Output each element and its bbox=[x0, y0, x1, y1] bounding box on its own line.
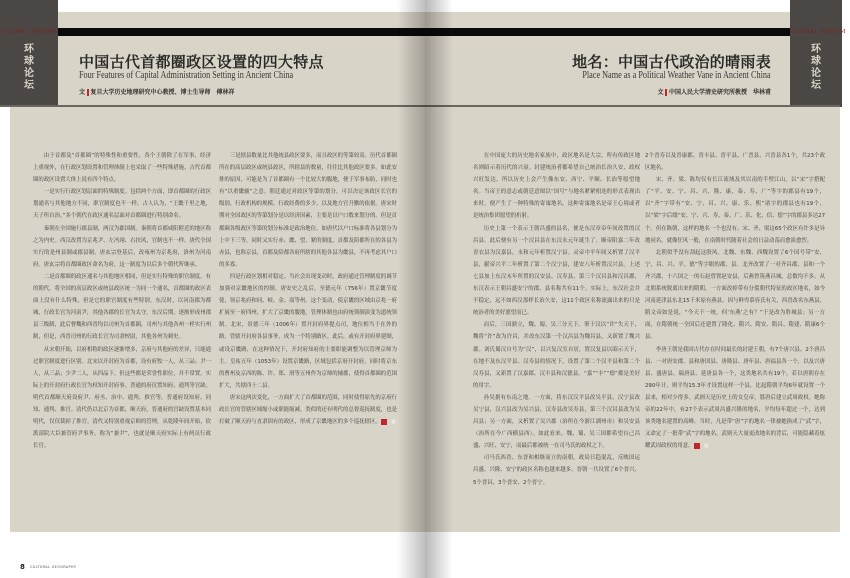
paragraph: 从宋朝开始，以府相称的政区逐渐增多，京府与其他府的差异，只能通过职官制度进行区别。北宋以开封府为首都，设有府牧一人，从三品；尹一人，从三品；少尹二人，从四品下。但这些都是荣誉性职位，并不常置。实际上的开封府行政长官为权知开封府事。普通的府仅置知府、通判等官缺。明代首都顺天府设府尹、府丞、治中、通判、推官等，普通府设知府、同知、通判、推官。清代仍以北京为首都，顺天府，普通府的官缺设置基本同明代，仅仅裁掉了推官。清代又特别重视京师的管理，从乾隆年间开始，钦派部院大臣兼管府尹事务，称为“兼尹”，也就是顺天府实际上有两员行政长官。 bbox=[33, 346, 211, 450]
end-mark-icon: 圖 bbox=[694, 443, 700, 449]
article-subtitle: Four Features of Capital Administration Setting in Ancient China bbox=[79, 70, 294, 81]
section-label-en: GLOBAL FORUM bbox=[791, 29, 846, 35]
article-byline bbox=[79, 87, 235, 96]
paragraph: 在中国庞大的历史地名家族中，政区地名是大宗。所有传政区地名则昭示着历代的兴衰。封建统治者都希望自己统治长治久安、政权兴旺发达，所以历史上会产生像东安、西宁、平顺、长治等愿望地名。当帝王的意志或朝廷意图以“国号”与地名紧紧相连的形式表现出来时，便产生了一种特殊的寄寓地名。这种寄寓地名是帝王心境或者是统治集团愿望的折射。 bbox=[473, 153, 640, 220]
body-column bbox=[33, 150, 211, 452]
section-tab bbox=[0, 0, 58, 107]
article-title: 中国古代首都圈政区设置的四大特点 bbox=[79, 53, 324, 71]
paragraph: 2个晋寿以及晋康郡、晋丰县、晋平县、广晋县、兴晋县各1个，共23个政区地名。 bbox=[645, 153, 825, 172]
section-label-cn: 环 球 论 坛 bbox=[24, 44, 34, 91]
header-rule bbox=[0, 105, 425, 107]
body-column bbox=[473, 150, 640, 489]
magazine-name: CULTURAL GEOGRAPHY bbox=[30, 565, 77, 569]
byline-author: 复旦大学历史地理研究中心教授、博士生导师 傅林祥 bbox=[90, 89, 235, 96]
paragraph: 司马氏西晋、东晋和相继而立的南朝，政局日趋混乱，反映国运昌盛、兴隆、安宁的政区名称也越来越多。晋朝一共设置了6个晋兴、5个晋昌、3个晋安、2个晋宁。 bbox=[473, 455, 640, 486]
paragraph: 宋、齐、梁、陈均仅有长江流域及其以南的半壁江山。以“宋”字搭配了“平、安、宁、昌、兴、隆、康、泰、寿、广”等字的郡县有19个，以“齐”字带有“安、宁、昌、兴、康、乐、熙”诸字的郡县也有19个，以“梁”字后缀“安、宁、兴、寿、泰、广、乐、化、信、德”字的郡县多达27个。但在陈朝，这样的地名一个也没有。宋、齐、梁这65个政区有许多是异地同名，就像狂风一般，在南朝时代随着社会的日益动荡而愈演愈烈。 bbox=[645, 177, 825, 244]
article-title: 地名：中国古代政治的晴雨表 bbox=[572, 53, 771, 71]
section-label-cn: 环 球 论 坛 bbox=[811, 44, 821, 91]
body-column bbox=[219, 150, 397, 428]
paragraph: 四是行政区划相对稳定。当社会出现变动时，政府通过管理制度的调节加强对京畿地区的控制。唐安史之乱后，至德元年（756年）置京畿节度使，领京兆府和同、岐、金、商等州。这个变动，使京畿的区域由京兆一府扩展至一府四州，扩大了京畿的腹地，管理体制也由府统领制演变为道统领制。北宋，景德三年（1006年）置开封府界提点司，地位相当于在外的路，管辖开封府各县事务，成为一个特别路区。此后，或有开封府界建制，或设京畿路，在这种情况下，开封府知府的主要职能调整为以管理京师为主。皇祐五年（1053年）设置京畿路，区域包括京府开封府，同时将京东的曹州及京西的陈、许、郑、滑等五州作为京师的辅郡，使得首都圈的范围扩大，共辖四十二县。 bbox=[219, 273, 397, 389]
byline-divider bbox=[87, 89, 89, 96]
paragraph: 秦朝在全国施行郡县制，两汉为郡国制。秦朝将首都咸阳附近的地区称之为内史。西汉改置为京兆尹、左冯翊、右扶风，官制也不一样。唐代全国实行的是州县制或郡县制。唐玄宗登基后，改雍州为京兆府，洛州为河南府。唐玄宗将首都圈政区命名为府，这一制度为以后多个朝代所继承。 bbox=[33, 225, 211, 268]
paragraph: 由于首都及“首都圈”的特殊性和重要性，各个王朝除了在军事、经济上重视外，在行政区划设置和管理体制上也采取了一些特殊措施。古代首都圈的政区设置大体上说有四个特点。 bbox=[33, 153, 211, 184]
article-byline bbox=[657, 87, 771, 96]
header-rule bbox=[425, 105, 840, 107]
paragraph: 三是辖县数量比其他统县政区要多，而且政区的等第较高。历代首都圈所在的高层政区或统县政区，所辖县的数量，往往比其他政区要多。如此安排的原因，可能是为了首都圈有一个比较大的腹地，便于军事布防，同时也有“以重畿辅”之意。朝廷通过对政区等第的划分，可以决定该政区长官的级别、行政机构的规模、行政经费的多少，以及地方官升黜的依据。唐宋时期对全国政区的等第划分是以经济因素，主要是以户口数来划分的。但是首都圈各级政区等第的划分标准是政治地位。如唐代以户口标准将各县划分为上中下三等，同时又实行赤、畿、望、紧的制度，首都及陪都所在的各县为赤县，也称京县，首都及陪都各府所辖的其他各县为畿县，不再考虑其户口的多寡。 bbox=[219, 153, 397, 268]
section-tab bbox=[790, 0, 842, 107]
paragraph: 一是实行行政区划层面的特殊制度。包括两个方面，即首都圈的行政区划通名与其他地方不同，职官制度也不一样。古人认为，“王畿千里之地，天子所自治。”多个朝代在政区通名层面对首都圈进行特别命名。 bbox=[33, 189, 211, 220]
paragraph: 历史上第一个表示王朝昌盛的县名，便是东汉章帝年间改置的汉昌县。此后便有另一个汉昌县在东汉永元年诞生了。顺帝阳嘉二年改青衣县为汉嘉县，永和元年析置汉宁县。灵帝中平年间又析置了汉平县，献帝兴平二年析置了第二个汉宁县，建安八年析置汉兴县。上述七县加上东汉末年所置的汉安县、汉寿县、第三个汉昌县和汉昌郡，东汉表示王朝昌盛安宁的郡、县名称共有11个。实际上，东汉社会并不稳定，远不如西汉那样长治久安，这11个政区名称流露出来的只是统治者的美好愿望而已。 bbox=[473, 225, 640, 317]
end-mark-icon: 圖 bbox=[381, 419, 387, 425]
paragraph: 唐宋这两次变化，一方面扩大了首都圈的范围，同时使得原先的京府行政长官的管辖区域缩小或职能缩减。类似的还有明代的总督巡抚制度，也是打破了顺天府与直隶固有的政区，形成了京畿地区的多个巡抚辖区。 圖 bbox=[219, 394, 397, 426]
byline-prefix: 文 bbox=[657, 89, 664, 96]
body-column bbox=[645, 150, 825, 452]
byline-author: 中国人民大学清史研究所教授 华林甫 bbox=[668, 89, 771, 96]
page-number: 8 bbox=[20, 563, 25, 571]
spine-shadow bbox=[397, 0, 425, 578]
header-black-bar bbox=[0, 28, 425, 36]
header-black-bar bbox=[425, 28, 840, 36]
paragraph: 李唐王朝是我国古代存在时间最长的封建王朝，有7个唐兴县、2个唐昌县、一对唐安郡、县和唐国县、唐隆县、唐年县、唐福县各一个，以及兴唐县、盛唐县、瑞唐县、延唐县各一个，这类地名共有19个。若以唐朝存在290年计，则平均15.3年才设置这样一个县，比起隋朝平均6年就设置一个县来，相对少得多。武则天是历史上的女皇帝，篡唐后建立武周政权。她称帝的22年中，有27个表示武周昌盛兴隆的地名，平均每年超过一个，达到该类地名建置的高峰。当时，凡是带“唐”字的地名一律被她换成了“武”字，又命定了一批带“武”字的地名。武则天大量更改地名的背后，可能隐藏着炫耀武周政权的用意。 圖 bbox=[645, 346, 825, 450]
spine-shadow bbox=[425, 0, 453, 578]
paragraph: 孙吴据有东南之地。一方面，将东汉汉平县改吴平县，汉宁县改吴宁县，汉兴县改为吴兴县，汉寿县改吴寿县，第三个汉昌县改为吴昌县；另一方面，又析置了吴兴郡（治所在今浙江湖州市）和吴安县（治所在今广西横县西）。如此看来，魏、蜀、吴三国都希望自己昌盛、兴旺、安宁，而最后都被统一在司马氏的政权之下。 bbox=[473, 394, 640, 450]
paragraph: 二是首都圈的政区通名与其他地区相同，但是实行特殊的职官制度。有的朝代，将全国的高层政区或统县政区统一为同一个通名，首都圈的政区表面上没有什么特殊，但是它的职官制度有些特别。东汉时，以河南郡为都城，行政长官为河南尹，其他各郡的长官为太守。东汉后期，逐渐形成州郡县三级制，此后曹魏和西晋均以司州为首都圈，司州与其他各州一样实行州制，但是，西晋司州的行政长官为司隶校尉，其他各州为刺史。 bbox=[33, 273, 211, 341]
section-label-en: GLOBAL FORUM bbox=[2, 29, 57, 35]
paragraph: 北朝似乎没有刮起这股风。北魏、东魏、西魏设置了6个国号带“安、宁、昌、兴、平、德”等字眼的郡、县。北齐改置了一对齐昌郡、县和一个齐兴郡，十六国之一的石赵曾置赵安县，后燕曾筑燕昌城，总数均不多。从北朝系统脱离出来的隋朝，一方面改掉带有分裂朝代特征的政区地名，如今河南延津县东北15千米原有燕县，因与鲜卑慕容氏有关，西晋改名东燕县，隋文帝如是说，“今天下一统，何‘东燕’之有？”于是改为胙城县；另一方面，在隋朝统一全国后还建置了隆化、隋兴、隋安、隋昌、隋建、隋康6个县。 bbox=[645, 249, 825, 341]
byline-prefix: 文 bbox=[79, 89, 86, 96]
paragraph: 而后，三国鼎立，魏、蜀、吴三分天下。鉴于汉以“许”失天下，魏将“许”改为许昌，并改东汉第一个汉昌县为魏昌县，又新置了魏兴郡。刘氏蜀汉自号为“汉”，以兴复汉室自居，置汉复县以昭示天下，在地不及东汉平县、汉寿县的情况下，设置了第二个汉平县和第二个汉寿县，又新置了汉嘉郡、汉丰县和汉德县。“嘉”“丰”“德”都是美好的用字。 bbox=[473, 322, 640, 389]
article-subtitle: Place Name as a Political Weather Vane in Ancient China bbox=[582, 70, 771, 81]
byline-divider bbox=[665, 89, 667, 96]
